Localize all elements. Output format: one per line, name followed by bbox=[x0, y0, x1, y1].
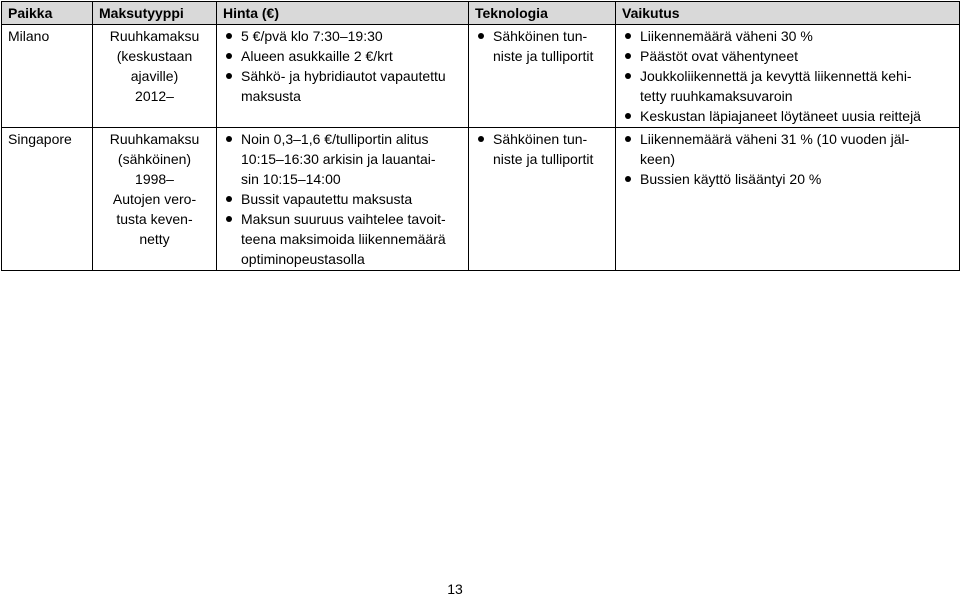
cell-payment-type bbox=[93, 25, 217, 128]
list-item-line: keen) bbox=[640, 151, 676, 167]
list-item-line: Bussien käyttö lisääntyi 20 % bbox=[640, 171, 822, 187]
list-item bbox=[223, 46, 462, 66]
list-item bbox=[475, 26, 609, 66]
cell-line: Ruuhkamaksu bbox=[109, 28, 200, 44]
list-item-line: Liikennemäärä väheni 31 % (10 vuoden jäl- bbox=[640, 131, 910, 147]
list-item bbox=[622, 169, 953, 189]
cell-line: 2012– bbox=[135, 88, 174, 104]
cell-line: Ruuhkamaksu bbox=[109, 131, 200, 147]
list-item-line: 5 €/pvä klo 7:30–19:30 bbox=[241, 28, 383, 44]
cell-place: Milano bbox=[2, 25, 93, 128]
list-item bbox=[223, 129, 462, 189]
cell-payment-type bbox=[93, 128, 217, 271]
list-item-line: sin 10:15–14:00 bbox=[241, 171, 341, 187]
bullet-list bbox=[622, 26, 953, 126]
list-item bbox=[475, 129, 609, 169]
header-hinta: Hinta (€) bbox=[217, 2, 469, 25]
list-item bbox=[223, 66, 462, 106]
list-item bbox=[223, 26, 462, 46]
header-maksutyyppi: Maksutyyppi bbox=[93, 2, 217, 25]
header-paikka: Paikka bbox=[2, 2, 93, 25]
list-item-line: tetty ruuhkamaksuvaroin bbox=[640, 88, 793, 104]
cell-line: tusta keven- bbox=[116, 211, 193, 227]
list-item-line: Sähköinen tun- bbox=[493, 131, 588, 147]
list-item-line: Sähköinen tun- bbox=[493, 28, 588, 44]
list-item-line: optiminopeustasolla bbox=[241, 251, 365, 267]
table-row bbox=[2, 25, 960, 128]
table-row bbox=[2, 128, 960, 271]
cell-line: netty bbox=[139, 231, 170, 247]
list-item-line: Liikennemäärä väheni 30 % bbox=[640, 28, 813, 44]
cell-impact bbox=[616, 25, 960, 128]
cell-place: Singapore bbox=[2, 128, 93, 271]
bullet-list bbox=[223, 129, 462, 269]
bullet-list bbox=[223, 26, 462, 106]
list-item-line: maksusta bbox=[241, 88, 301, 104]
list-item-line: Maksun suuruus vaihtelee tavoit- bbox=[241, 211, 446, 227]
list-item-line: Päästöt ovat vähentyneet bbox=[640, 48, 798, 64]
list-item-line: Noin 0,3–1,6 €/tulliportin alitus bbox=[241, 131, 429, 147]
list-item-line: teena maksimoida liikennemäärä bbox=[241, 231, 446, 247]
cell-impact bbox=[616, 128, 960, 271]
list-item-line: niste ja tulliportit bbox=[493, 151, 594, 167]
cell-line: ajaville) bbox=[130, 68, 179, 84]
list-item bbox=[622, 106, 953, 126]
list-item-line: Sähkö- ja hybridiautot vapautettu bbox=[241, 68, 446, 84]
list-item-line: niste ja tulliportit bbox=[493, 48, 594, 64]
cell-technology bbox=[469, 25, 616, 128]
list-item bbox=[223, 209, 462, 269]
page-number: 13 bbox=[447, 581, 463, 597]
list-item-line: Keskustan läpiajaneet löytäneet uusia reittejä bbox=[640, 108, 921, 124]
list-item bbox=[622, 46, 953, 66]
table-header-row bbox=[2, 2, 960, 25]
bullet-list bbox=[622, 129, 953, 189]
header-vaikutus: Vaikutus bbox=[616, 2, 960, 25]
list-item-line: Joukkoliikennettä ja kevyttä liikennettä kehi- bbox=[640, 68, 912, 84]
list-item bbox=[622, 129, 953, 169]
cell-line: Autojen vero- bbox=[112, 191, 197, 207]
cell-line: (sähköinen) bbox=[117, 151, 192, 167]
bullet-list bbox=[475, 129, 609, 169]
bullet-list bbox=[475, 26, 609, 66]
policy-comparison-table bbox=[1, 1, 960, 271]
list-item bbox=[622, 66, 953, 106]
cell-price bbox=[217, 25, 469, 128]
cell-line: (keskustaan bbox=[116, 48, 193, 64]
list-item bbox=[223, 189, 462, 209]
list-item bbox=[622, 26, 953, 46]
list-item-line: 10:15–16:30 arkisin ja lauantai- bbox=[241, 151, 436, 167]
cell-price bbox=[217, 128, 469, 271]
list-item-line: Alueen asukkaille 2 €/krt bbox=[241, 48, 393, 64]
cell-line: 1998– bbox=[135, 171, 174, 187]
header-teknologia: Teknologia bbox=[469, 2, 616, 25]
list-item-line: Bussit vapautettu maksusta bbox=[241, 191, 413, 207]
cell-technology bbox=[469, 128, 616, 271]
